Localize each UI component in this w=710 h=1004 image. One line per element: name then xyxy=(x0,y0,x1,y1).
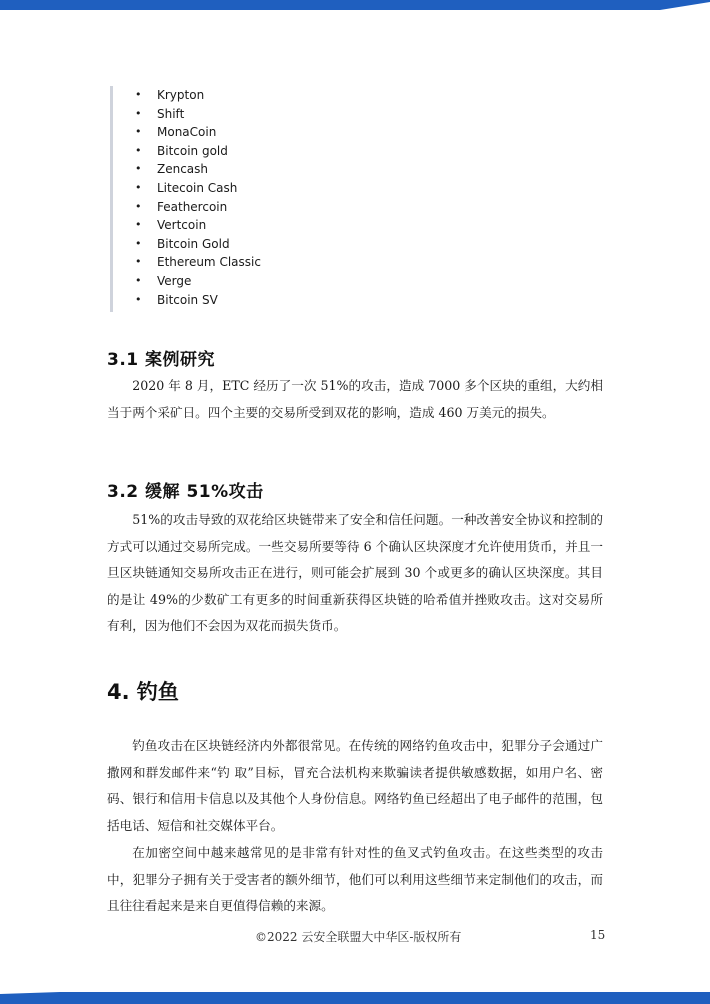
list-item-label: Bitcoin SV xyxy=(157,292,218,307)
bullet-icon: • xyxy=(135,255,142,269)
list-item-label: MonaCoin xyxy=(157,125,217,140)
coin-list xyxy=(110,86,413,312)
list-item-label: Bitcoin Gold xyxy=(157,236,230,251)
page-number: 15 xyxy=(590,928,606,942)
list-item xyxy=(113,291,413,310)
section-3-1-heading: 3.1 案例研究 xyxy=(107,350,216,370)
section-4-paragraph-2: 在加密空间中越来越常见的是非常有针对性的鱼叉式钓鱼攻击。在这些类型的攻击中，犯罪分子拥有关于受害者的额外细节，他们可以利用这些细节来定制他们的攻击，而且往往看起来是来自更值得信赖的来源。 xyxy=(107,845,603,914)
bullet-icon: • xyxy=(135,162,142,176)
list-item xyxy=(113,253,413,272)
list-item-label: Feathercoin xyxy=(157,199,228,214)
list-item-label: Verge xyxy=(157,273,192,288)
section-4-paragraph-1: 钓鱼攻击在区块链经济内外都很常见。在传统的网络钓鱼攻击中，犯罪分子会通过广撒网和群发邮件来“钓 取”目标，冒充合法机构来欺骗读者提供敏感数据，如用户名、密码、银行和信用卡信息以及其他个人身份信息。网络钓鱼已经超出了电子邮件的范围，包括电话、短信和社交媒体平台。 xyxy=(107,738,603,833)
header-decoration-bar xyxy=(0,0,710,12)
list-item xyxy=(113,235,413,254)
list-item-label: Litecoin Cash xyxy=(157,180,238,195)
list-item xyxy=(113,272,413,291)
list-item xyxy=(113,198,413,217)
list-item-label: Krypton xyxy=(157,88,205,102)
footer-copyright: ©2022 云安全联盟大中华区-版权所有 xyxy=(255,930,462,944)
bullet-icon: • xyxy=(135,218,142,232)
list-item-label: Zencash xyxy=(157,162,209,177)
list-item-label: Shift xyxy=(157,106,185,121)
bullet-icon: • xyxy=(135,143,142,157)
bullet-icon: • xyxy=(135,292,142,306)
list-item xyxy=(113,160,413,179)
section-3-1-paragraph: 2020 年 8 月，ETC 经历了一次 51%的攻击，造成 7000 多个区块的重组，大约相当于两个采矿日。四个主要的交易所受到双花的影响，造成 460 万美元的损失。 xyxy=(107,378,603,420)
list-item xyxy=(113,142,413,161)
bullet-icon: • xyxy=(135,273,142,287)
bullet-icon: • xyxy=(135,199,142,213)
bullet-icon: • xyxy=(135,106,142,120)
list-item-label: Ethereum Classic xyxy=(157,255,261,270)
list-item xyxy=(113,105,413,124)
list-item-label: Vertcoin xyxy=(157,218,207,233)
bullet-icon: • xyxy=(135,125,142,139)
footer-decoration-bar xyxy=(0,990,710,1004)
section-4-heading: 4. 钓鱼 xyxy=(107,680,179,704)
list-item xyxy=(113,123,413,142)
list-item xyxy=(113,179,413,198)
section-3-2-heading: 3.2 缓解 51%攻击 xyxy=(107,482,264,502)
list-item xyxy=(113,86,413,105)
bullet-icon: • xyxy=(135,88,142,101)
list-item xyxy=(113,216,413,235)
bullet-icon: • xyxy=(135,236,142,250)
bullet-icon: • xyxy=(135,180,142,194)
list-item-label: Bitcoin gold xyxy=(157,143,228,158)
section-3-2-paragraph: 51%的攻击导致的双花给区块链带来了安全和信任问题。一种改善安全协议和控制的方式可以通过交易所完成。一些交易所要等待 6 个确认区块深度才允许使用货币，并且一旦区块链通知交易所攻击正在进行，则可能会扩展到 30 个或更多的确认区块深度。其目的是让 49%的少数矿工有更多的时间重新获得区块链的哈希值并挫败攻击。这对交易所有利，因为他们不会因为双花而损失货币。 xyxy=(107,512,603,634)
